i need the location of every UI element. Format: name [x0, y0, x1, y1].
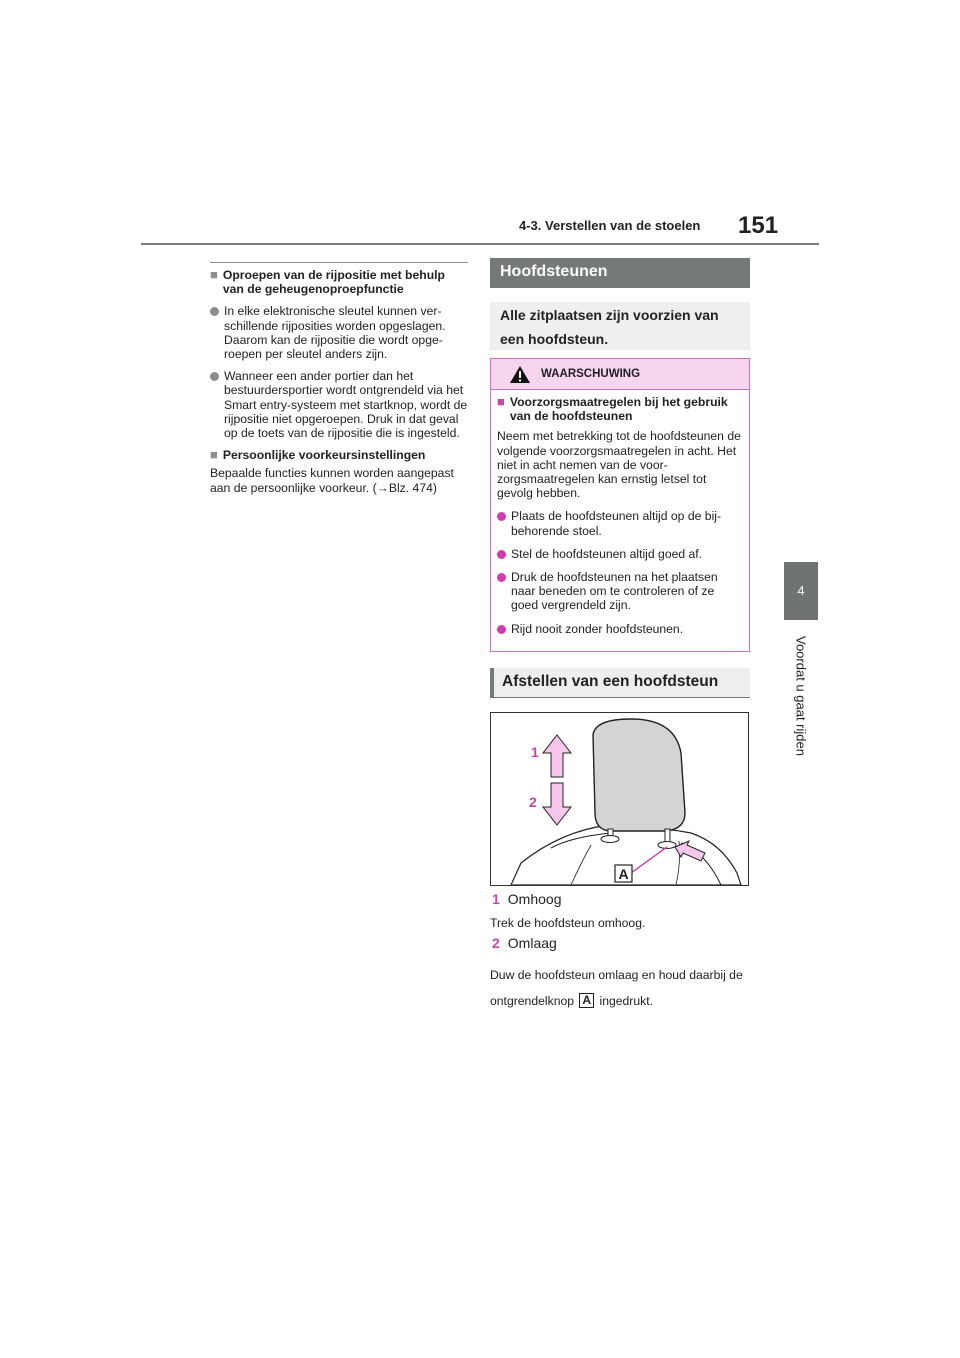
- button-label-a: A: [618, 866, 629, 882]
- step-2: [492, 935, 557, 951]
- warning-header: [491, 359, 749, 390]
- headrest-illustration: [490, 712, 749, 886]
- step-label: Omhoog: [507, 891, 562, 907]
- bullet-dot-icon: [497, 550, 506, 559]
- step-label: Omlaag: [507, 935, 557, 951]
- list-item: Stel de hoofdsteunen altijd goed af.: [497, 547, 743, 561]
- step-2-description: Duw de hoofdsteun omlaag en houd daarbij de ontgrendelknop A ingedrukt.: [490, 968, 743, 1008]
- list-item: Plaats de hoofdsteunen altijd op de bij-behorende stoel.: [497, 509, 743, 537]
- intro-text: Alle zitplaatsen zijn voorzien van een hoofdsteun.: [490, 302, 750, 350]
- list-item: Wanneer een ander portier dan het bestuurdersportier wordt ontgrendeld via het Smart entry-systeem met startknop, wordt de rijpositie niet opgeroepen. Druk in dat geval op de toets van de rijpositie die is ingesteld.: [210, 369, 468, 440]
- bullet-dot-icon: [210, 307, 219, 316]
- warning-subheading: ■ Voorzorgsmaatregelen bij het gebruik van de hoofdsteunen: [497, 394, 728, 424]
- warning-box: [490, 358, 750, 652]
- left-column-rule: [210, 262, 468, 263]
- bullet-dot-icon: [497, 573, 506, 582]
- arrow-label-up: 1: [531, 744, 539, 760]
- personal-heading: ■ Persoonlijke voorkeursinstellingen: [210, 447, 426, 463]
- square-bullet-icon: ■: [497, 394, 505, 409]
- bullet-dot-icon: [497, 512, 506, 521]
- bullet-dot-icon: [497, 625, 506, 634]
- chapter-tab: 4: [784, 562, 818, 620]
- step-number: 1: [492, 891, 500, 907]
- header-divider: [141, 243, 819, 245]
- button-a-marker: A: [579, 993, 594, 1008]
- warning-text: Neem met betrekking tot de hoofdsteunen de volgende voorzorgsmaatregelen in acht. Het niet in acht nemen van de voor-zorgsmaatregelen kan ernstig letsel tot gevolg hebben.: [497, 429, 741, 501]
- chapter-title-vertical: [771, 636, 831, 796]
- arrow-label-down: 2: [529, 794, 537, 810]
- step-1-description: Trek de hoofdsteun omhoog.: [490, 916, 646, 930]
- warning-label: WAARSCHUWING: [541, 368, 641, 380]
- left-column: [210, 268, 468, 503]
- list-item: In elke elektronische sleutel kunnen ver-schillende rijposities worden opgeslagen. Daarom kan de rijpositie die wordt opge-roepen per sleutel anders zijn.: [210, 304, 468, 361]
- warning-body: [491, 390, 749, 636]
- section-title: 4-3. Verstellen van de stoelen: [519, 218, 701, 233]
- square-bullet-icon: ■: [210, 267, 218, 282]
- page-number: 151: [738, 212, 779, 239]
- memory-heading: ■ Oproepen van de rijpositie met behulp van de geheugenoproepfunctie: [210, 267, 445, 297]
- adjust-heading: Afstellen van een hoofdsteun: [490, 668, 750, 698]
- warning-triangle-icon: [509, 365, 531, 384]
- headrest-drawing: [491, 713, 748, 885]
- list-item: Druk de hoofdsteunen na het plaatsen naar beneden om te controleren of ze goed vergrendeld zijn.: [497, 570, 743, 613]
- bullet-dot-icon: [210, 372, 219, 381]
- personal-text: Bepaalde functies kunnen worden aangepast aan de persoonlijke voorkeur. (→Blz. 474): [210, 466, 454, 495]
- square-bullet-icon: ■: [210, 447, 218, 463]
- step-number: 2: [492, 935, 500, 951]
- list-item: Rijd nooit zonder hoofdsteunen.: [497, 622, 743, 636]
- chapter-title: Voordat u gaat rijden: [793, 636, 809, 756]
- headrests-heading: Hoofdsteunen: [490, 258, 750, 288]
- step-1: [492, 891, 562, 907]
